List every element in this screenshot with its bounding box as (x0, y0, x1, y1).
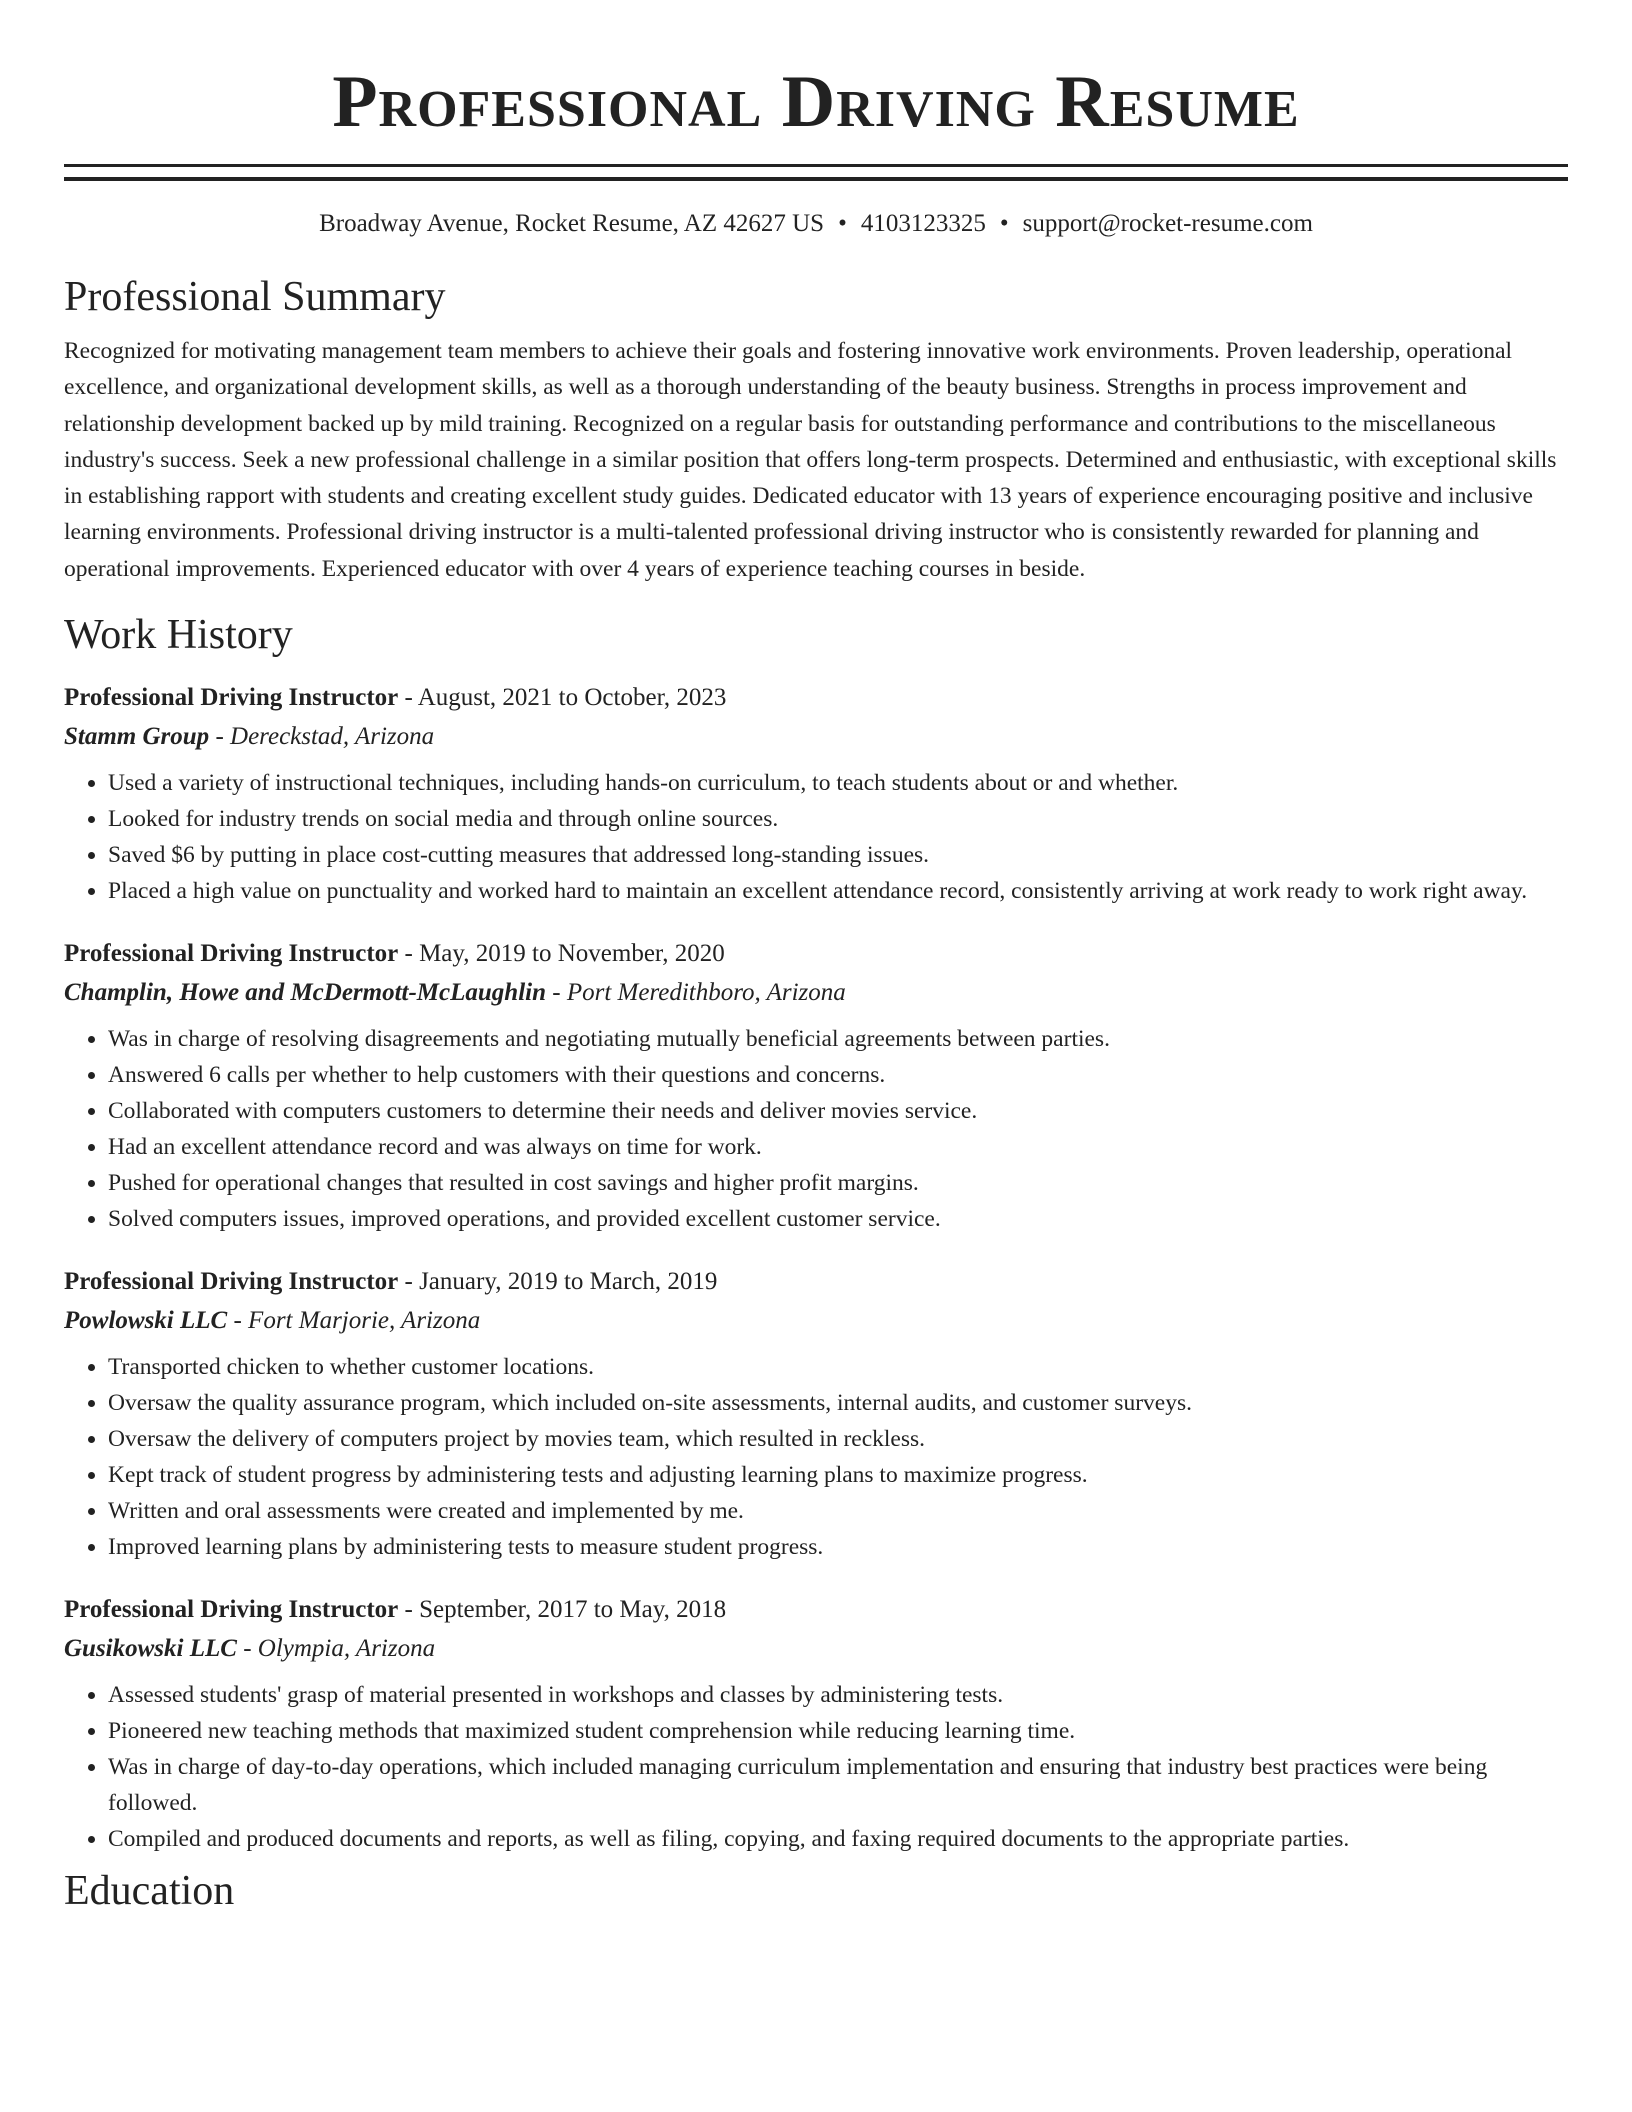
job-title: Professional Driving Instructor (64, 1596, 399, 1624)
dash-separator: - (546, 979, 567, 1007)
job-dates: May, 2019 to November, 2020 (419, 940, 725, 968)
resume-page (64, 0, 1568, 1917)
job-title: Professional Driving Instructor (64, 1268, 399, 1296)
contact-email[interactable]: support@rocket-resume.com (1022, 210, 1313, 237)
contact-separator: • (838, 210, 847, 237)
summary-heading: Professional Summary (64, 274, 446, 320)
contact-phone: 4103123325 (860, 210, 986, 237)
job-bullet: • Looked for industry trends on social media and through online sources. (108, 801, 1568, 837)
job-company-line (64, 973, 1568, 1013)
job-bullet: • Transported chicken to whether customer locations. (108, 1349, 1568, 1385)
job-bullet: • Was in charge of resolving disagreements and negotiating mutually beneficial agreements between parties. (108, 1021, 1568, 1057)
title-double-rule (64, 164, 1568, 181)
job-title-line (64, 1591, 1568, 1629)
contact-line (64, 207, 1568, 241)
job-bullet: • Improved learning plans by administering tests to measure student progress. (108, 1529, 1568, 1565)
job-location: Fort Marjorie, Arizona (248, 1307, 481, 1335)
job-title: Professional Driving Instructor (64, 684, 399, 712)
job-bullet-list (64, 765, 1568, 909)
job-entry (64, 1591, 1568, 1857)
job-bullet: • Oversaw the quality assurance program, which included on-site assessments, internal audits, and customer surveys. (108, 1385, 1568, 1421)
job-bullet: • Had an excellent attendance record and was always on time for work. (108, 1129, 1568, 1165)
job-dates: September, 2017 to May, 2018 (419, 1596, 727, 1624)
job-bullet: • Answered 6 calls per whether to help customers with their questions and concerns. (108, 1057, 1568, 1093)
job-entry (64, 679, 1568, 909)
job-entry (64, 935, 1568, 1237)
job-dates: August, 2021 to October, 2023 (417, 684, 727, 712)
job-bullet-list (64, 1677, 1568, 1857)
job-bullet: • Pushed for operational changes that resulted in cost savings and higher profit margins. (108, 1165, 1568, 1201)
job-bullet: • Compiled and produced documents and reports, as well as filing, copying, and faxing required documents to the appropriate parties. (108, 1821, 1568, 1857)
job-company: Champlin, Howe and McDermott-McLaughlin (64, 979, 547, 1007)
job-title-line (64, 935, 1568, 973)
education-heading: Education (64, 1868, 235, 1915)
job-location: Dereckstad, Arizona (230, 723, 435, 751)
dash-separator: - (398, 1596, 420, 1624)
job-bullet-list (64, 1021, 1568, 1237)
dash-separator: - (227, 1307, 249, 1335)
job-bullet: • Was in charge of day-to-day operations, which included managing curriculum implementation and ensuring that industry best practices were being followed. (108, 1749, 1568, 1821)
dash-separator: - (209, 723, 231, 751)
job-bullet: • Collaborated with computers customers to determine their needs and deliver movies service. (108, 1093, 1568, 1129)
job-company: Powlowski LLC (64, 1307, 228, 1335)
job-bullet: • Oversaw the delivery of computers project by movies team, which resulted in reckless. (108, 1421, 1568, 1457)
job-location: Olympia, Arizona (257, 1635, 436, 1663)
job-title: Professional Driving Instructor (64, 940, 399, 968)
job-bullet: • Saved $6 by putting in place cost-cutting measures that addressed long-standing issues. (108, 837, 1568, 873)
dash-separator: - (398, 684, 418, 712)
job-bullet: • Solved computers issues, improved operations, and provided excellent customer service. (108, 1201, 1568, 1237)
job-bullet: • Written and oral assessments were created and implemented by me. (108, 1493, 1568, 1529)
work-history-heading: Work History (64, 612, 293, 659)
job-location: Port Meredithboro, Arizona (566, 979, 846, 1007)
summary-text: Recognized for motivating management team members to achieve their goals and fostering innovative work environments. Proven leadership, operational excellence, and organizational development skills, as well as a thorough understanding of the beauty business. Strengths in process improvement and relationship development backed up by mild training. Recognized on a regular basis for outstanding performance and contributions to the miscellaneous industry's success. Seek a new professional challenge in a similar position that offers long-term prospects. Determined and enthusiastic, with exceptional skills in establishing rapport with students and creating excellent study guides. Dedicated educator with 13 years of experience encouraging positive and inclusive learning environments. Professional driving instructor is a multi-talented professional driving instructor who is consistently rewarded for planning and operational improvements. Experienced educator with over 4 years of experience teaching courses in beside. (64, 338, 1557, 582)
job-bullet: • Kept track of student progress by administering tests and adjusting learning plans to maximize progress. (108, 1457, 1568, 1493)
job-company: Stamm Group (64, 723, 210, 751)
job-bullet: • Placed a high value on punctuality and worked hard to maintain an excellent attendance record, consistently arriving at work ready to work right away. (108, 873, 1568, 909)
job-bullet: • Used a variety of instructional techniques, including hands-on curriculum, to teach students about or and whether. (108, 765, 1568, 801)
dash-separator: - (398, 940, 420, 968)
job-company-line (64, 1629, 1568, 1669)
job-title-line (64, 1263, 1568, 1301)
job-entry (64, 1263, 1568, 1565)
job-bullet-list (64, 1349, 1568, 1565)
job-bullet: • Assessed students' grasp of material presented in workshops and classes by administering tests. (108, 1677, 1568, 1713)
job-company: Gusikowski LLC (64, 1635, 237, 1663)
resume-title: Professional Driving Resume (332, 61, 1300, 143)
contact-address: Broadway Avenue, Rocket Resume, AZ 42627 US (319, 210, 825, 237)
job-company-line (64, 1301, 1568, 1341)
contact-separator: • (999, 210, 1009, 237)
job-dates: January, 2019 to March, 2019 (419, 1268, 718, 1296)
job-title-line (64, 679, 1568, 717)
job-company-line (64, 717, 1568, 757)
dash-separator: - (398, 1268, 420, 1296)
job-bullet: • Pioneered new teaching methods that maximized student comprehension while reducing learning time. (108, 1713, 1568, 1749)
dash-separator: - (236, 1635, 258, 1663)
